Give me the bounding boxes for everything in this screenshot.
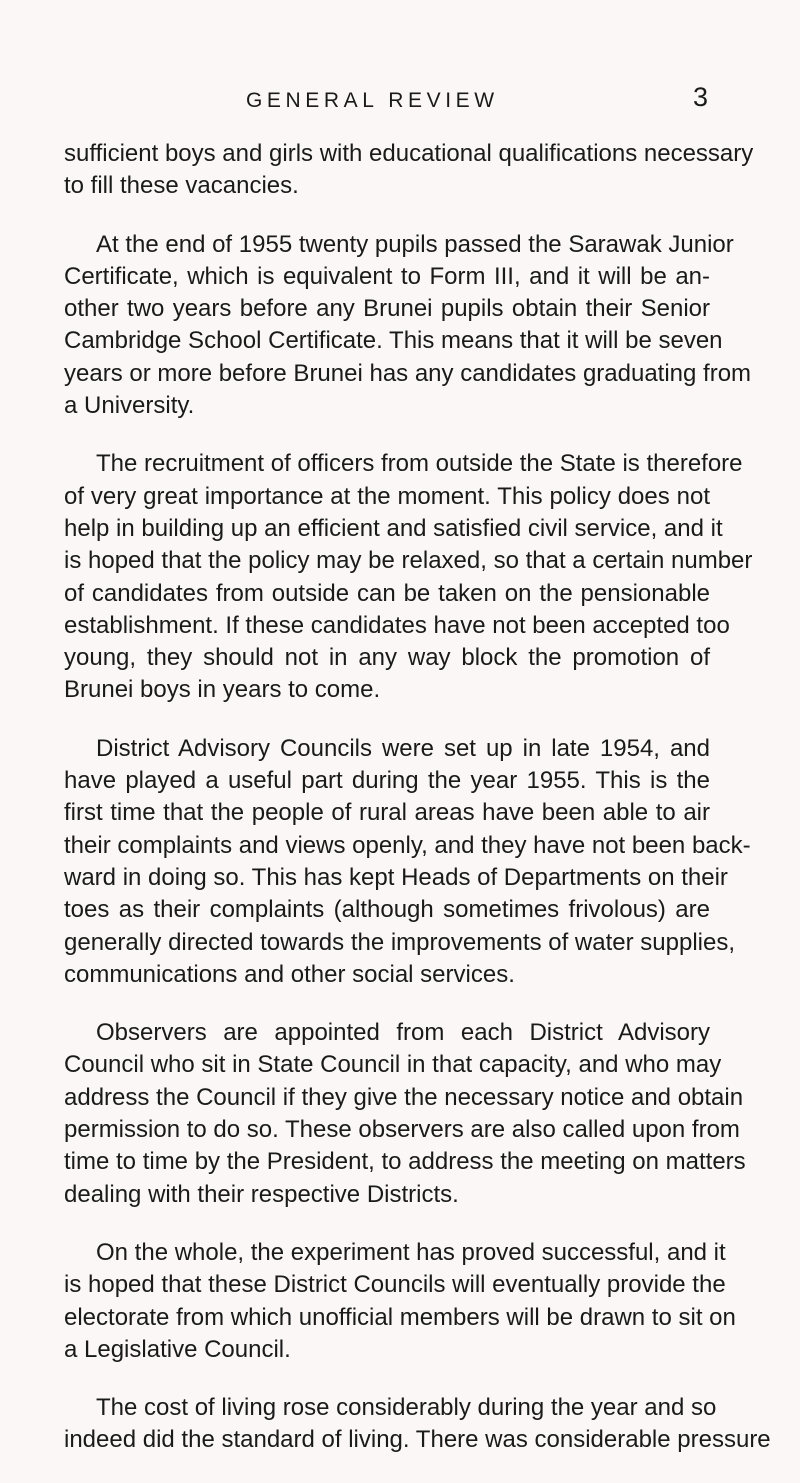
text-line: ward in doing so. This has kept Heads of Departments on their xyxy=(64,863,728,891)
text-line: sufficient boys and girls with educational qualifications necessary xyxy=(64,140,754,167)
text-line: Certificate, which is equivalent to Form III, and it will be an- xyxy=(64,262,710,290)
text-line: a Legislative Council. xyxy=(64,1335,291,1363)
text-line: Observers are appointed from each District Advisory xyxy=(96,1019,710,1047)
body-text xyxy=(64,138,771,1483)
paragraph xyxy=(64,733,751,991)
text-line: years or more before Brunei has any candidates graduating from xyxy=(64,359,752,387)
text-line: electorate from which unofficial members will be drawn to sit on xyxy=(64,1303,736,1331)
paragraph xyxy=(64,1237,736,1366)
paragraph xyxy=(64,1392,771,1457)
paragraph xyxy=(64,138,754,203)
text-line: is hoped that these District Councils will eventually provide the xyxy=(64,1271,726,1299)
text-line: communications and other social services. xyxy=(64,960,515,988)
text-line: District Advisory Councils were set up in late 1954, and xyxy=(96,734,710,762)
text-line: time to time by the President, to address the meeting on matters xyxy=(64,1148,746,1176)
paragraph xyxy=(64,1017,746,1211)
text-line: young, they should not in any way block the promotion of xyxy=(64,644,710,672)
text-line: their complaints and views openly, and they have not been back- xyxy=(64,831,751,859)
text-line: The cost of living rose considerably during the year and so xyxy=(96,1394,717,1422)
text-line: Cambridge School Certificate. This means that it will be seven xyxy=(64,327,723,355)
text-line: establishment. If these candidates have not been accepted too xyxy=(64,611,730,639)
paragraph xyxy=(64,448,753,706)
text-line: is hoped that the policy may be relaxed, so that a certain number xyxy=(64,547,753,575)
text-line: Brunei boys in years to come. xyxy=(64,676,381,704)
text-line: indeed did the standard of living. There was considerable pressure xyxy=(64,1426,771,1454)
text-line: permission to do so. These observers are also called upon from xyxy=(64,1116,740,1144)
page-number: 3 xyxy=(693,82,709,112)
text-line: dealing with their respective Districts. xyxy=(64,1180,459,1208)
text-line: help in building up an efficient and satisfied civil service, and it xyxy=(64,514,723,542)
text-line: of very great importance at the moment. This policy does not xyxy=(64,482,710,510)
text-line: On the whole, the experiment has proved successful, and it xyxy=(96,1238,726,1266)
text-line: other two years before any Brunei pupils obtain their Senior xyxy=(64,295,710,323)
text-line: of candidates from outside can be taken on the pensionable xyxy=(64,579,710,607)
text-line: The recruitment of officers from outside the State is therefore xyxy=(96,450,743,478)
paragraph xyxy=(64,229,752,423)
text-line: Council who sit in State Council in that capacity, and who may xyxy=(64,1051,722,1079)
text-line: have played a useful part during the year 1955. This is the xyxy=(64,767,710,795)
text-line: to fill these vacancies. xyxy=(64,172,299,200)
text-line: generally directed towards the improvements of water supplies, xyxy=(64,928,735,956)
text-line: At the end of 1955 twenty pupils passed the Sarawak Junior xyxy=(96,230,734,258)
text-line: toes as their complaints (although sometimes frivolous) are xyxy=(64,896,710,924)
running-title: GENERAL REVIEW xyxy=(246,89,499,112)
text-line: a University. xyxy=(64,392,195,420)
text-line: first time that the people of rural areas have been able to air xyxy=(64,799,710,827)
text-line: address the Council if they give the necessary notice and obtain xyxy=(64,1083,744,1111)
running-header xyxy=(0,82,800,116)
